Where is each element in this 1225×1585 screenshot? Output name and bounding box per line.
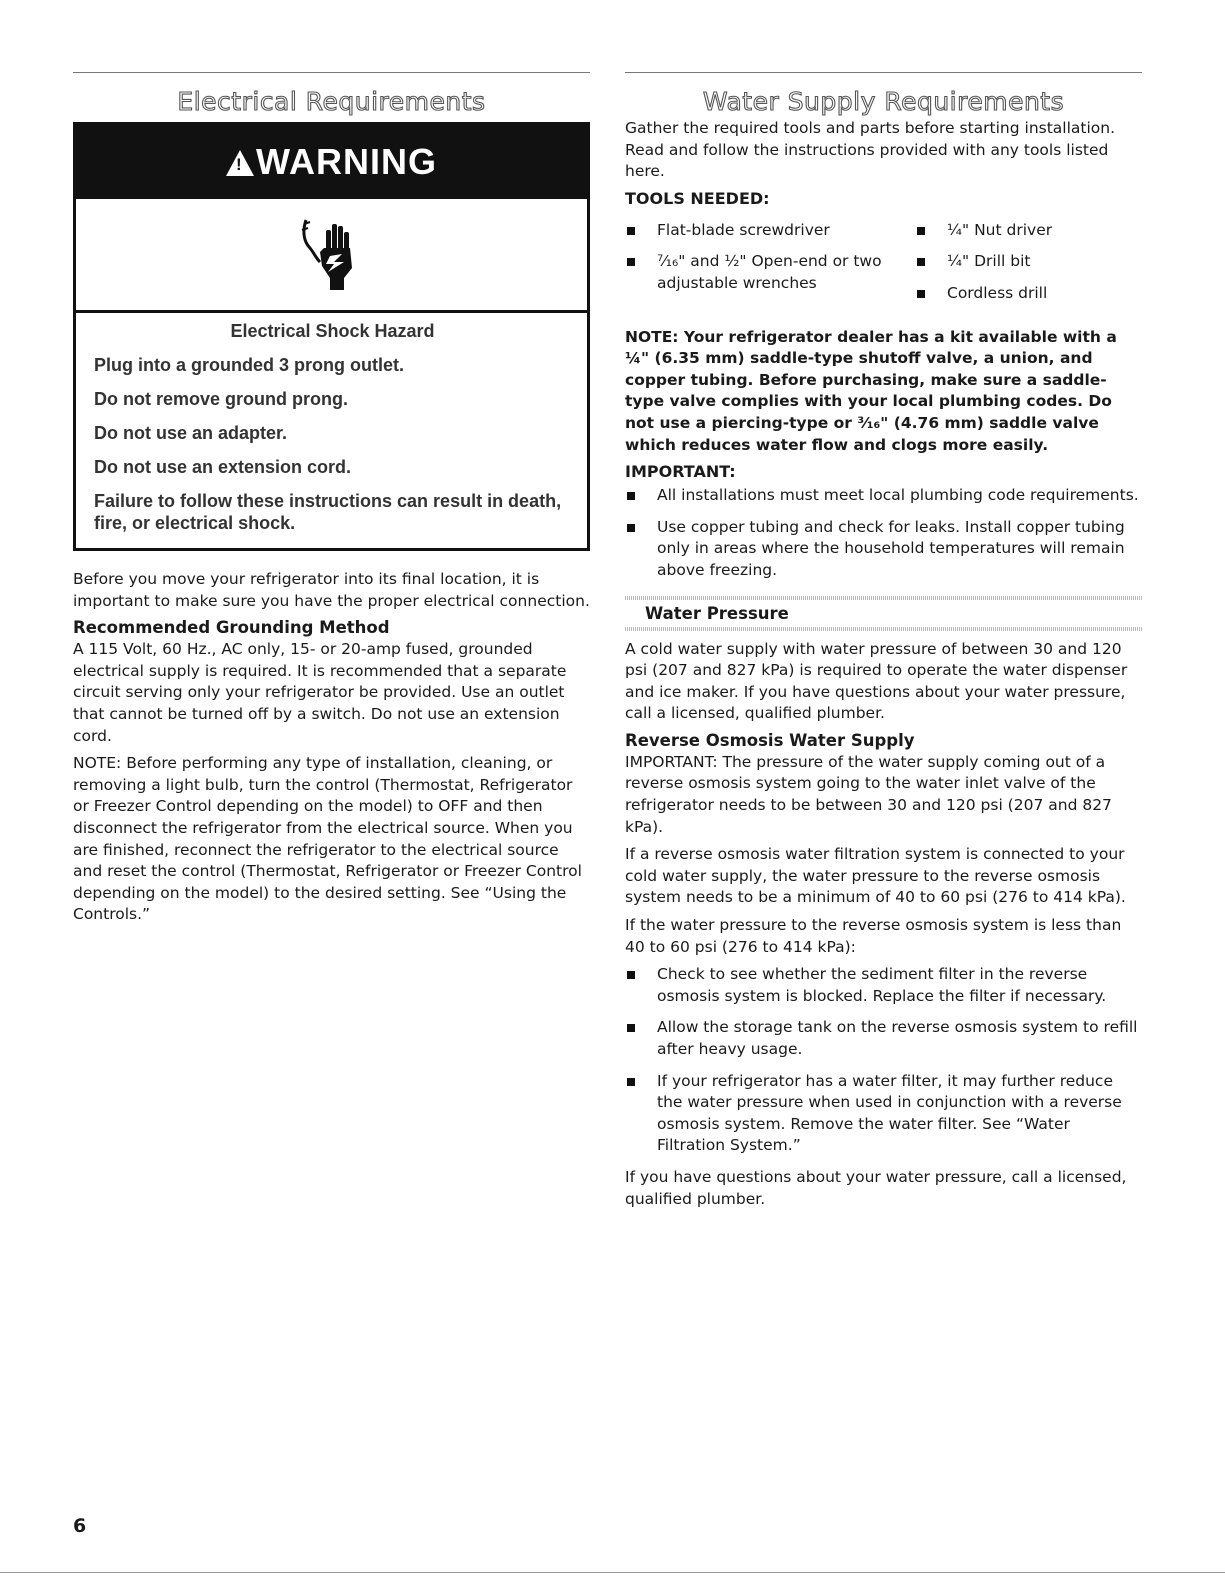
- section-title-electrical: Electrical Requirements: [177, 87, 486, 116]
- warning-header: [76, 125, 587, 199]
- tools-column-1: [625, 220, 915, 315]
- page-number: 6: [73, 1515, 87, 1537]
- ro-list: [625, 964, 1142, 1157]
- ro-item: Allow the storage tank on the reverse osmosis system to refill after heavy usage.: [625, 1017, 1142, 1060]
- tools-list: [625, 220, 1142, 319]
- tool-item: ⁷⁄₁₆" and ½" Open-end or two adjustable wrenches: [625, 251, 915, 294]
- electrical-shock-icon: [300, 218, 364, 292]
- water-pressure-text: A cold water supply with water pressure of between 30 and 120 psi (207 and 827 kPa) is required to operate the water dispenser and ice maker. If you have questions about your water pressure, call a licensed, qualified plumber.: [625, 639, 1128, 723]
- water-supply-column: [625, 72, 1142, 1216]
- tool-item: ¼" Drill bit: [915, 251, 1142, 273]
- warning-body: [76, 313, 587, 548]
- section-title-water: Water Supply Requirements: [702, 87, 1065, 116]
- ro-para: If the water pressure to the reverse osmosis system is less than 40 to 60 psi (276 to 414 kPa):: [625, 916, 1122, 956]
- electrical-intro: Before you move your refrigerator into its final location, it is important to make sure you have the proper electrical connection.: [73, 570, 590, 610]
- ro-important: IMPORTANT: The pressure of the water supply coming out of a reverse osmosis system going to the water inlet valve of the refrigerator needs to be between 30 and 120 psi (207 and 827 kPa).: [625, 752, 1112, 836]
- warning-header-text: WARNING: [256, 141, 437, 182]
- tools-label: TOOLS NEEDED:: [625, 188, 770, 208]
- warning-line: Do not use an extension cord.: [94, 457, 352, 477]
- important-item: Use copper tubing and check for leaks. Install copper tubing only in areas where the household temperatures will remain above freezing.: [625, 517, 1142, 582]
- water-intro: Gather the required tools and parts before starting installation. Read and follow the instructions provided with any tools listed here.: [625, 119, 1116, 181]
- top-rule: [625, 72, 1142, 73]
- shock-icon-row: [76, 199, 587, 313]
- electrical-note: NOTE: Before performing any type of installation, cleaning, or removing a light bulb, turn the control (Thermostat, Refrigerator or Freezer Control depending on the model) to OFF and then disconnect the refrigerator from the electrical source. When you are finished, reconnect the refrigerator to the electrical source and reset the control (Thermostat, Refrigerator or Freezer Control depending on the model) to the desired setting. See “Using the Controls.”: [73, 754, 582, 924]
- tools-column-2: [915, 220, 1142, 315]
- ro-para: If a reverse osmosis water filtration system is connected to your cold water supply, the water pressure to the reverse osmosis system needs to be a minimum of 40 to 60 psi (276 to 414 kPa).: [625, 845, 1126, 907]
- water-pressure-heading: Water Pressure: [645, 603, 789, 623]
- closing-text: If you have questions about your water pressure, call a licensed, qualified plumber.: [625, 1167, 1127, 1208]
- grounding-text: A 115 Volt, 60 Hz., AC only, 15- or 20-amp fused, grounded electrical supply is required. It is recommended that a separate circuit serving only your refrigerator be provided. Use an outlet that cannot be turned off by a switch. Do not use an extension cord.: [73, 640, 567, 745]
- tool-item: ¼" Nut driver: [915, 220, 1142, 242]
- important-list: [625, 485, 1142, 581]
- hazard-title: Electrical Shock Hazard: [230, 321, 435, 341]
- bottom-rule: [0, 1572, 1225, 1573]
- warning-box: [73, 122, 590, 551]
- warning-line: Do not remove ground prong.: [94, 389, 348, 409]
- ro-item: Check to see whether the sediment filter in the reverse osmosis system is blocked. Replace the filter if necessary.: [625, 964, 1142, 1007]
- top-rule: [73, 72, 590, 73]
- warning-line: Failure to follow these instructions can result in death, fire, or electrical shock.: [94, 491, 562, 533]
- ro-heading: Reverse Osmosis Water Supply: [625, 730, 915, 750]
- kit-note: NOTE: Your refrigerator dealer has a kit available with a ¼" (6.35 mm) saddle-type shutoff valve, a union, and copper tubing. Before purchasing, make sure a saddle-type valve complies with your local plumbing codes. Do not use a piercing-type or ³⁄₁₆" (4.76 mm) saddle valve which reduces water flow and clogs more easily.: [625, 327, 1117, 454]
- tool-item: Flat-blade screwdriver: [625, 220, 915, 242]
- grounding-heading: Recommended Grounding Method: [73, 618, 390, 638]
- ro-item: If your refrigerator has a water filter, it may further reduce the water pressure when used in conjunction with a reverse osmosis system. Remove the water filter. See “Water Filtration System.”: [625, 1071, 1142, 1157]
- tool-item: Cordless drill: [915, 283, 1142, 305]
- warning-line: Do not use an adapter.: [94, 423, 288, 443]
- important-item: All installations must meet local plumbing code requirements.: [625, 485, 1142, 507]
- hatch-rule: [625, 627, 1142, 631]
- warning-line: Plug into a grounded 3 prong outlet.: [94, 355, 404, 375]
- warning-triangle-icon: [226, 150, 254, 176]
- electrical-requirements-column: [73, 72, 590, 932]
- important-label: IMPORTANT:: [625, 462, 736, 482]
- water-pressure-band: [625, 596, 1142, 631]
